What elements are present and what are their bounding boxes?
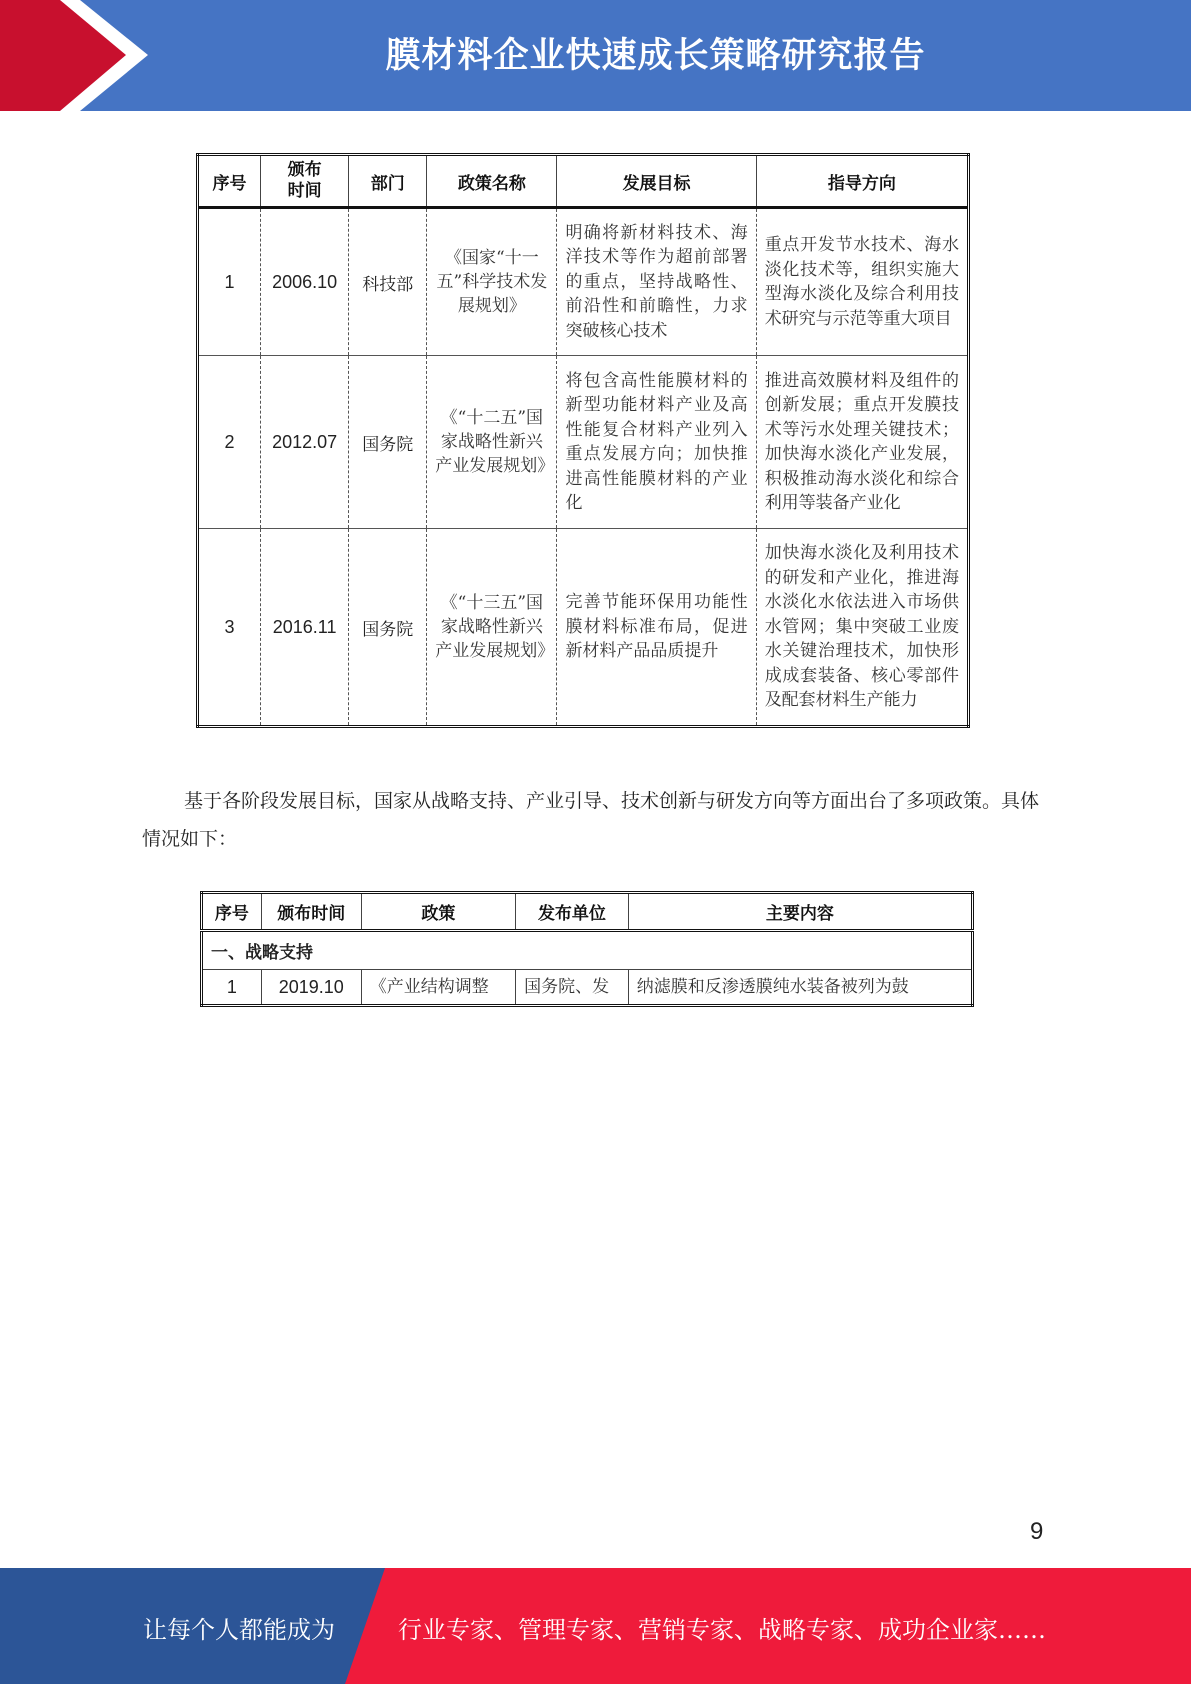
row-direction: 重点开发节水技术、海水淡化技术等，组织实施大型海水淡化及综合利用技术研究与示范等重大项目 [756,208,968,356]
row-date: 2012.07 [261,356,349,529]
table-row [202,970,973,1006]
row-no: 1 [202,970,262,1006]
row-dept: 国务院 [349,356,427,529]
col-header-direction: 指导方向 [756,155,968,208]
col-header-no: 序号 [198,155,261,208]
row-direction: 加快海水淡化及利用技术的研发和产业化，推进海水淡化水依法进入市场供水管网；集中突破工业废水关键治理技术，加快形成成套装备、核心零部件及配套材料生产能力 [756,529,968,727]
col-header-date: 颁布 时间 [261,155,349,208]
page-header [0,0,1191,111]
page-number: 9 [1030,1518,1044,1545]
col-header-dept: 部门 [349,155,427,208]
col-header-policy: 政策 [361,893,515,931]
col-header-no: 序号 [202,893,262,931]
row-goal: 将包含高性能膜材料的新型功能材料产业及高性能复合材料产业列入重点发展方向；加快推进高性能膜材料的产业化 [557,356,756,529]
body-paragraph: 基于各阶段发展目标，国家从战略支持、产业引导、技术创新与研发方向等方面出台了多项政策。具体情况如下： [142,790,1040,850]
row-policy: 《产业结构调整 [361,970,515,1006]
row-no: 3 [198,529,261,727]
row-issuer: 国务院、发 [516,970,629,1006]
table-row [198,356,969,529]
policy-detail-table [200,891,974,1007]
row-date: 2019.10 [261,970,361,1006]
table-row [198,529,969,727]
row-date: 2006.10 [261,208,349,356]
col-header-goal: 发展目标 [557,155,756,208]
row-dept: 国务院 [349,529,427,727]
report-title: 膜材料企业快速成长策略研究报告 [385,36,926,76]
row-no: 2 [198,356,261,529]
row-no: 1 [198,208,261,356]
col-header-policy: 政策名称 [427,155,557,208]
row-date: 2016.11 [261,529,349,727]
footer-slogan-right: 行业专家、管理专家、营销专家、战略专家、成功企业家…… [398,1616,1046,1644]
row-policy: 《“十三五”国家战略性新兴产业发展规划》 [427,529,557,727]
page-footer [0,1568,1191,1684]
policy-timeline-table [196,153,970,728]
row-goal: 明确将新材料技术、海洋技术等作为超前部署的重点，坚持战略性、前沿性和前瞻性，力求突破核心技术 [557,208,756,356]
row-direction: 推进高效膜材料及组件的创新发展；重点开发膜技术等污水处理关键技术；加快海水淡化产业发展，积极推动海水淡化和综合利用等装备产业化 [756,356,968,529]
row-policy: 《国家“十一五”科学技术发展规划》 [427,208,557,356]
row-content: 纳滤膜和反渗透膜纯水装备被列为鼓 [628,970,972,1006]
table-row [198,208,969,356]
col-header-date: 颁布时间 [261,893,361,931]
col-header-content: 主要内容 [628,893,972,931]
row-policy: 《“十二五”国家战略性新兴产业发展规划》 [427,356,557,529]
row-dept: 科技部 [349,208,427,356]
section-heading: 一、战略支持 [202,931,973,970]
col-header-issuer: 发布单位 [516,893,629,931]
row-goal: 完善节能环保用功能性膜材料标准布局，促进新材料产品品质提升 [557,529,756,727]
footer-slogan-left: 让每个人都能成为 [143,1616,335,1644]
